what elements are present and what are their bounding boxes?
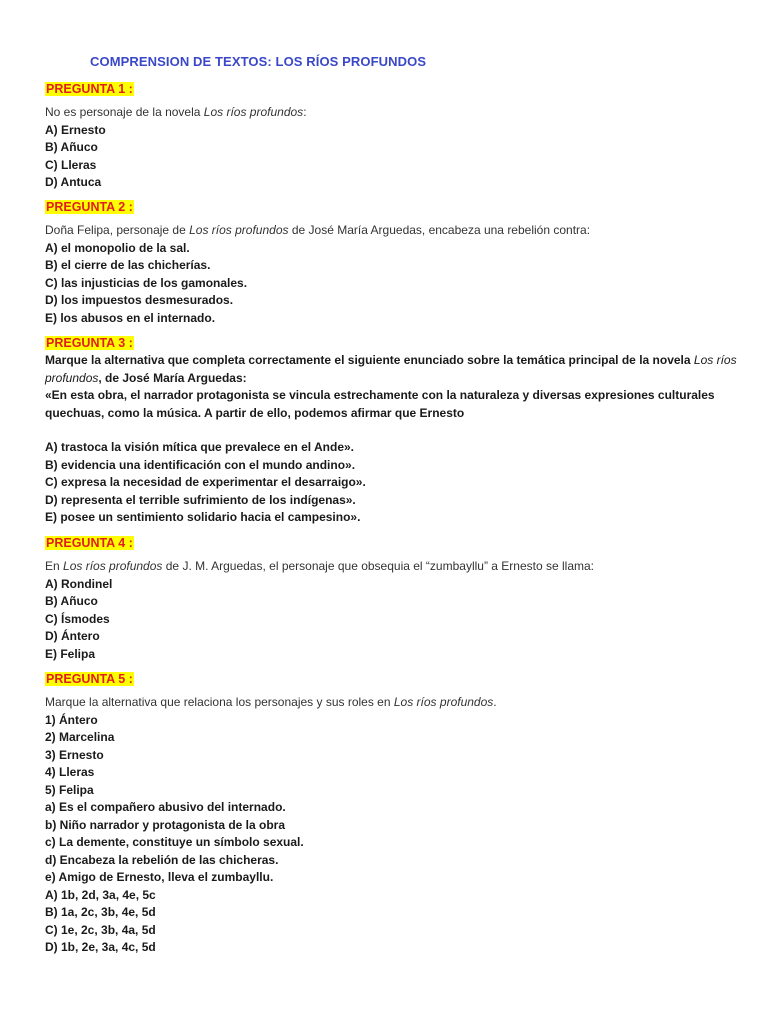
question-label-colon: :	[125, 672, 133, 686]
spacer	[45, 422, 740, 439]
option: C) 1e, 2c, 3b, 4a, 5d	[45, 922, 156, 937]
question-label-colon: :	[125, 200, 133, 214]
option: D) Antuca	[45, 175, 102, 189]
question-1	[45, 80, 740, 192]
stem-text: Doña Felipa, personaje de	[45, 223, 190, 237]
stem-text: En	[45, 559, 64, 573]
option: B) Añuco	[45, 140, 98, 154]
question-stem	[45, 558, 740, 576]
question-label	[45, 535, 134, 551]
role-item: e) Amigo de Ernesto, lleva el zumbayllu.	[45, 870, 274, 884]
question-stem	[45, 222, 740, 240]
question-quote: «En esta obra, el narrador protagonista se vincula estrechamente con la naturaleza y diversas expresiones culturales quechuas, como la música. A partir de ello, podemos afirmar que Ernesto	[45, 388, 715, 420]
role-item: b) Niño narrador y protagonista de la obra	[45, 817, 286, 832]
option: D) Ántero	[45, 629, 100, 643]
option: C) Ísmodes	[45, 611, 110, 626]
stem-text-end: :	[303, 105, 307, 119]
option: E) posee un sentimiento solidario hacia el campesino».	[45, 510, 361, 524]
question-stem	[45, 352, 740, 387]
option: A) 1b, 2d, 3a, 4e, 5c	[45, 887, 156, 902]
question-label-text: PREGUNTA 3	[46, 336, 126, 350]
character-item: 4) Lleras	[45, 765, 95, 779]
question-label-text: PREGUNTA 4	[46, 536, 126, 550]
question-5	[45, 670, 740, 957]
question-3	[45, 334, 740, 527]
role-item: c) La demente, constituye un símbolo sexual.	[45, 835, 304, 849]
option: E) Felipa	[45, 646, 96, 661]
option: A) trastoca la visión mítica que prevalece en el Ande».	[45, 440, 355, 454]
stem-text: Marque la alternativa que relaciona los personajes y sus roles en	[45, 695, 394, 709]
option: C) Lleras	[45, 157, 97, 172]
option: C) expresa la necesidad de experimentar el desarraigo».	[45, 475, 366, 489]
option: E) los abusos en el internado.	[45, 310, 216, 325]
role-item: a) Es el compañero abusivo del internado.	[45, 800, 286, 814]
question-label	[45, 199, 134, 215]
option: B) 1a, 2c, 3b, 4e, 5d	[45, 905, 156, 919]
stem-italic: Los ríos profundos	[393, 695, 494, 709]
question-label-colon: :	[125, 536, 133, 550]
stem-text-end: de José María Arguedas, encabeza una rebelión contra:	[288, 223, 591, 237]
option: B) Añuco	[45, 594, 98, 608]
role-item: d) Encabeza la rebelión de las chicheras.	[45, 852, 279, 867]
stem-italic: Los ríos profundos	[203, 105, 304, 119]
option: B) evidencia una identificación con el mundo andino».	[45, 457, 356, 472]
stem-text-end: , de José María Arguedas:	[98, 370, 247, 385]
question-2	[45, 198, 740, 327]
stem-text-end: .	[493, 695, 497, 709]
stem-italic: Los ríos profundos	[45, 353, 737, 385]
question-label	[45, 335, 134, 351]
question-label-text: PREGUNTA 5	[46, 672, 126, 686]
question-label	[45, 81, 134, 97]
option: D) los impuestos desmesurados.	[45, 293, 234, 307]
question-label	[45, 671, 134, 687]
option: A) Rondinel	[45, 576, 113, 591]
question-label-text: PREGUNTA 2	[46, 200, 126, 214]
character-item: 3) Ernesto	[45, 747, 104, 762]
question-stem	[45, 104, 740, 122]
stem-italic: Los ríos profundos	[189, 223, 289, 237]
question-label-text: PREGUNTA 1	[46, 82, 126, 96]
option: D) representa el terrible sufrimiento de los indígenas».	[45, 492, 356, 507]
document-title: COMPRENSION DE TEXTOS: LOS RÍOS PROFUNDOS	[90, 54, 427, 69]
stem-text: Marque la alternativa que completa correctamente el siguiente enunciado sobre la temática principal de la novela	[45, 353, 694, 367]
option: A) Ernesto	[45, 122, 106, 137]
stem-text: No es personaje de la novela	[45, 105, 204, 119]
question-stem	[45, 694, 740, 712]
option: D) 1b, 2e, 3a, 4c, 5d	[45, 940, 156, 954]
character-item: 5) Felipa	[45, 782, 94, 797]
question-label-colon: :	[125, 82, 133, 96]
option: C) las injusticias de los gamonales.	[45, 275, 248, 290]
character-item: 1) Ántero	[45, 712, 98, 727]
stem-text-end: de J. M. Arguedas, el personaje que obsequia el “zumbayllu” a Ernesto se llama:	[162, 559, 594, 573]
option: B) el cierre de las chicherías.	[45, 258, 211, 272]
character-item: 2) Marcelina	[45, 730, 115, 744]
question-label-colon: :	[125, 336, 133, 350]
option: A) el monopolio de la sal.	[45, 240, 190, 255]
question-4	[45, 534, 740, 663]
stem-italic: Los ríos profundos	[63, 559, 163, 573]
